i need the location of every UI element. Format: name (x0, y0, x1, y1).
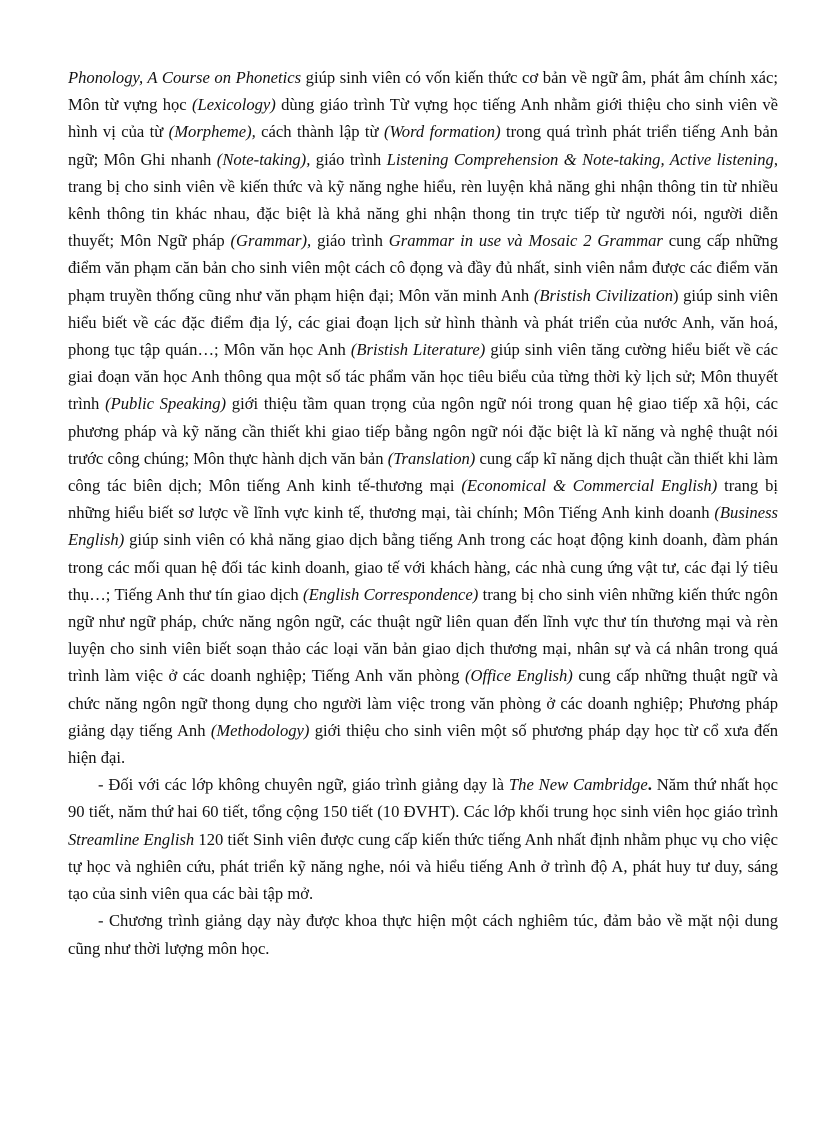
text-run: trang bị cho sinh viên những kiến thức ngôn ngữ như ngữ pháp, chức năng ngôn ngữ, các thuật ngữ liên quan đến lĩnh vực thư tín thương mại và rèn luyện cho sinh viên biết soạn thảo các loại văn bản giao dịch thương mại, nhân sự và cá nhân trong quá trình làm việc ở các doanh nghiệp; Tiếng Anh văn phòng (68, 584, 778, 686)
italic-text-run: Listening Comprehension & Note-taking, Active listening (386, 149, 774, 169)
document-page (68, 64, 778, 962)
text-run: giúp sinh viên tăng cường hiểu biết về các giai đoạn văn học Anh thông qua một số tác phẩm văn học tiêu biểu của từng thời kỳ lịch sử; Môn thuyết trình (68, 340, 778, 414)
paragraph-non-major-classes (68, 771, 778, 907)
italic-text-run: (Office English) (464, 666, 573, 686)
text-run: Năm thứ nhất học 90 tiết, năm thứ hai 60 tiết, tổng cộng 150 tiết (10 ĐVHT). Các lớp khối trung học sinh viên học giáo trình (68, 775, 779, 822)
text-run: giới thiệu cho sinh viên một số phương pháp dạy học từ cổ xưa đến hiện đại. (68, 720, 779, 768)
text-run: giáo trình (311, 231, 389, 251)
italic-text-run: (Grammar), (230, 231, 312, 251)
text-run: , trang bị cho sinh viên về kiến thức và kỹ năng nghe hiểu, rèn luyện khả năng ghi nhận thông tin từ nhiều kênh thông tin khác nhau, đặc biệt là khả năng ghi nhận thong tin trực tiếp từ người nói, người diễn thuyết; Môn Ngữ pháp (68, 149, 778, 251)
text-run: giáo trình (310, 149, 387, 169)
italic-text-run: (Word formation) (383, 122, 501, 142)
text-run: - Chương trình giảng dạy này được khoa thực hiện một cách nghiêm túc, đảm bảo về mặt nội dung cũng như thời lượng môn học. (68, 911, 778, 958)
italic-text-run: The New Cambridge (508, 775, 648, 795)
text-run: - Đối với các lớp không chuyên ngữ, giáo trình giảng dạy là (98, 775, 509, 795)
text-run: cung cấp những điểm văn phạm căn bản cho sinh viên một cách cô đọng và đầy đủ nhất, sinh viên nắm được các điểm văn phạm truyền thống cũng như văn phạm hiện đại; Môn văn minh Anh (68, 231, 778, 305)
italic-text-run: (Lexicology) (191, 95, 276, 115)
italic-text-run: (Morpheme), (168, 122, 256, 142)
italic-text-run: (Bristish Civilization (533, 285, 673, 305)
italic-text-run: Phonology, A Course on Phonetics (68, 68, 302, 87)
text-run: trang bị những hiểu biết sơ lược về lĩnh vực kinh tế, thương mại, tài chính; Môn Tiếng Anh kinh doanh (68, 476, 778, 523)
text-run: dùng giáo trình Từ vựng học tiếng Anh nhằm giới thiệu cho sinh viên về hình vị của từ (68, 95, 779, 142)
italic-text-run: (Business English) (68, 503, 778, 550)
italic-text-run: (Economical & Commercial English) (461, 476, 718, 496)
italic-text-run: (Note-taking), (216, 149, 311, 169)
italic-text-run: (Methodology) (210, 720, 310, 740)
text-run: giúp sinh viên có vốn kiến thức cơ bản về ngữ âm, phát âm chính xác; Môn từ vựng học (68, 68, 778, 115)
text-run: cách thành lập từ (255, 122, 384, 142)
text-run: cung cấp kĩ năng dịch thuật cần thiết khi làm công tác biên dịch; Môn tiếng Anh kinh tế-thương mại (68, 448, 778, 496)
text-run: 120 tiết Sinh viên được cung cấp kiến thức tiếng Anh nhất định nhằm phục vụ cho việc tự học và nghiên cứu, phát triển kỹ năng nghe, nói và hiểu tiếng Anh ở trình độ A, phát huy tư duy, sáng tạo của sinh viên qua các bài tập mở. (68, 829, 778, 904)
paragraph-course-descriptions (68, 64, 778, 771)
bold-text-run: . (647, 775, 652, 795)
italic-text-run: (English Correspondence) (303, 584, 479, 604)
paragraph-program-implementation (68, 907, 778, 961)
text-run: giới thiệu tầm quan trọng của ngôn ngữ nói trong quan hệ giao tiếp xã hội, các phương pháp và kỹ năng cần thiết khi giao tiếp bằng ngôn ngữ nói đặc biệt là kĩ năng và nghệ thuật nói trước công chúng; Môn thực hành dịch văn bản (68, 394, 778, 468)
italic-text-run: (Translation) (387, 448, 476, 468)
italic-text-run: Grammar in use và Mosaic 2 Grammar (388, 231, 663, 251)
text-run: cung cấp những thuật ngữ và chức năng ngôn ngữ thong dụng cho người làm việc trong văn phòng ở các doanh nghiệp; Phương pháp giảng dạy tiếng Anh (68, 666, 779, 740)
text-run: trong quá trình phát triển tiếng Anh bản ngữ; Môn Ghi nhanh (68, 122, 778, 169)
italic-text-run: (Public Speaking) (105, 394, 227, 414)
italic-text-run: (Bristish Literature) (350, 340, 486, 360)
text-run: ) giúp sinh viên hiểu biết về các đặc điểm địa lý, các giai đoạn lịch sử hình thành và phát triển của nước Anh, văn hoá, phong tục tập quán…; Môn văn học Anh (68, 285, 778, 360)
italic-text-run: Streamline English (68, 829, 195, 849)
text-run: giúp sinh viên có khả năng giao dịch bằng tiếng Anh trong các hoạt động kinh doanh, đàm phán trong các mối quan hệ đối tác kinh doanh, giao tế với khách hàng, các nhà cung ứng vật tư, các đại lý tiêu thụ…; Tiếng Anh thư tín giao dịch (68, 530, 778, 604)
